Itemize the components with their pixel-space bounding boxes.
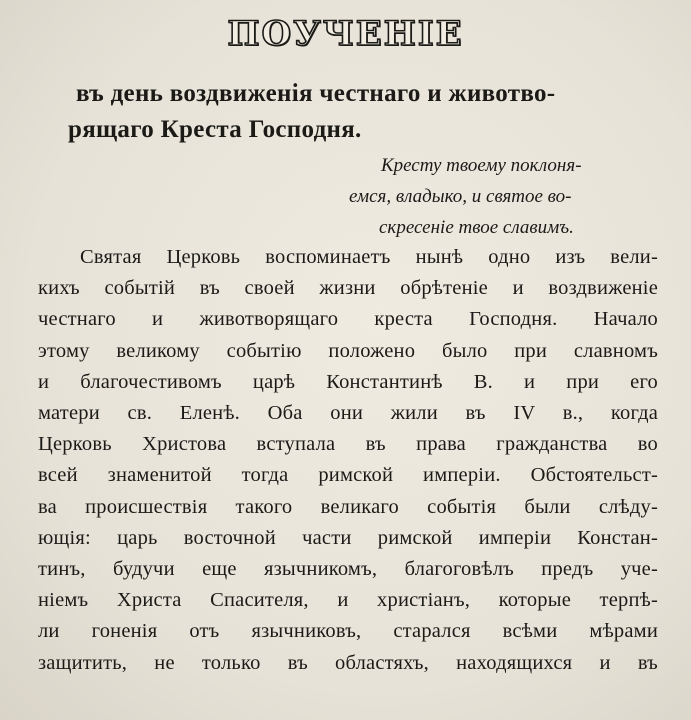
body-line: ніемъ Христа Спасителя, и христіанъ, которые терпѣ-	[38, 589, 658, 612]
body-line: честнаго и животворящаго креста Господня. Начало	[38, 308, 658, 331]
body-line: защитить, не только въ областяхъ, находящихся и въ	[38, 651, 658, 674]
body-line: матери св. Еленѣ. Оба они жили въ IV в., когда	[38, 402, 658, 425]
body-line: всей знаменитой тогда римской имперіи. Обстоятельст-	[38, 464, 658, 487]
body-line: этому великому событію положено было при славномъ	[38, 339, 658, 362]
epigraph-line-1: Кресту твоему поклоня-	[381, 155, 582, 176]
epigraph-line-2: емся, владыко, и святое во-	[349, 186, 572, 207]
subtitle-line-1: въ день воздвиженія честнаго и животво-	[76, 80, 556, 107]
epigraph	[339, 150, 639, 243]
sermon-body	[38, 242, 658, 679]
epigraph-line-3: скресеніе твое славимъ.	[379, 217, 574, 238]
body-line: и благочестивомъ царѣ Константинѣ В. и при его	[38, 370, 658, 393]
body-line: ва происшествія такого великаго событія были слѣду-	[38, 495, 658, 518]
sermon-subtitle	[68, 76, 676, 148]
body-line: ющія: царь восточной части римской имперіи Констан-	[38, 526, 658, 549]
body-line: кихъ событій въ своей жизни обрѣтеніе и воздвиженіе	[38, 277, 658, 300]
body-line: Святая Церковь воспоминаетъ нынѣ одно изъ вели-	[80, 246, 658, 268]
body-line: тинъ, будучи еще язычникомъ, благоговѣлъ предъ уче-	[38, 558, 658, 581]
subtitle-line-2: рящаго Креста Господня.	[68, 116, 362, 143]
body-line: Церковь Христова вступала въ права гражданства во	[38, 433, 658, 456]
sermon-title: ПОУЧЕНІЕ	[227, 14, 464, 54]
body-line: ли гоненія отъ язычниковъ, старался всѣми мѣрами	[38, 620, 658, 643]
